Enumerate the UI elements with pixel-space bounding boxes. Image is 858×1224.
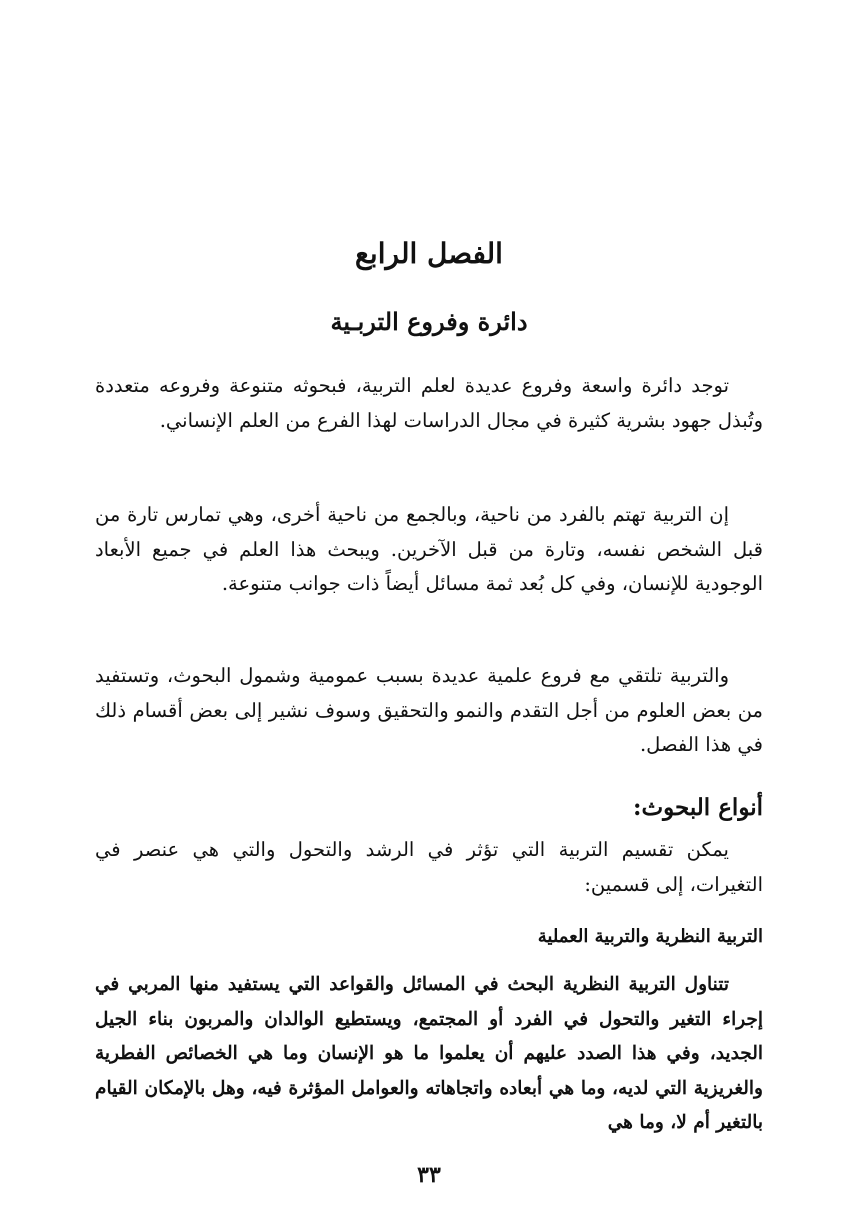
subheading-theoretical-practical: التربية النظرية والتربية العملية [537, 926, 763, 947]
paragraph-theoretical-education: تتناول التربية النظرية البحث في المسائل والقواعد التي يستفيد منها المربي في إجراء التغير والتحول في الفرد أو المجتمع، ويستطيع الوالدان والمربون بناء الجيل الجديد، وفي هذا الصدد عليهم أن يعلموا ما هو الإنسان وما هي الخصائص الفطرية والغريزية التي لديه، وما هي أبعاده واتجاهاته والعوامل المؤثرة فيه، وهل بالإمكان القيام بالتغير أم لا، وما هي [95, 974, 763, 1133]
paragraph-individual-society: إن التربية تهتم بالفرد من ناحية، وبالجمع من ناحية أخرى، وهي تمارس تارة من قبل الشخص نفسه، وتارة من قبل الآخرين. ويبحث هذا العلم في جميع الأبعاد الوجودية للإنسان، وفي كل بُعد ثمة مسائل أيضاً ذات جوانب متنوعة. [95, 503, 763, 595]
paragraph-research-types-intro: يمكن تقسيم التربية التي تؤثر في الرشد والتحول والتي هي عنصر في التغيرات، إلى قسمين: [95, 838, 763, 896]
paragraph-related-sciences: والتربية تلتقي مع فروع علمية عديدة بسبب عمومية وشمول البحوث، وتستفيد من بعض العلوم من أجل التقدم والنمو والتحقيق وسوف نشير إلى بعض أقسام ذلك في هذا الفصل. [95, 664, 763, 756]
chapter-title: الفصل الرابع [355, 237, 503, 270]
page-number: ٣٣ [417, 1162, 441, 1188]
section-heading-research-types: أنواع البحوث: [632, 794, 763, 821]
paragraph-intro: توجد دائرة واسعة وفروع عديدة لعلم التربية، فبحوثه متنوعة وفروعه متعددة وتُبذل جهود بشرية كثيرة في مجال الدراسات لهذا الفرع من العلم الإنساني. [95, 374, 763, 432]
chapter-subtitle: دائرة وفروع التربـية [330, 307, 528, 336]
